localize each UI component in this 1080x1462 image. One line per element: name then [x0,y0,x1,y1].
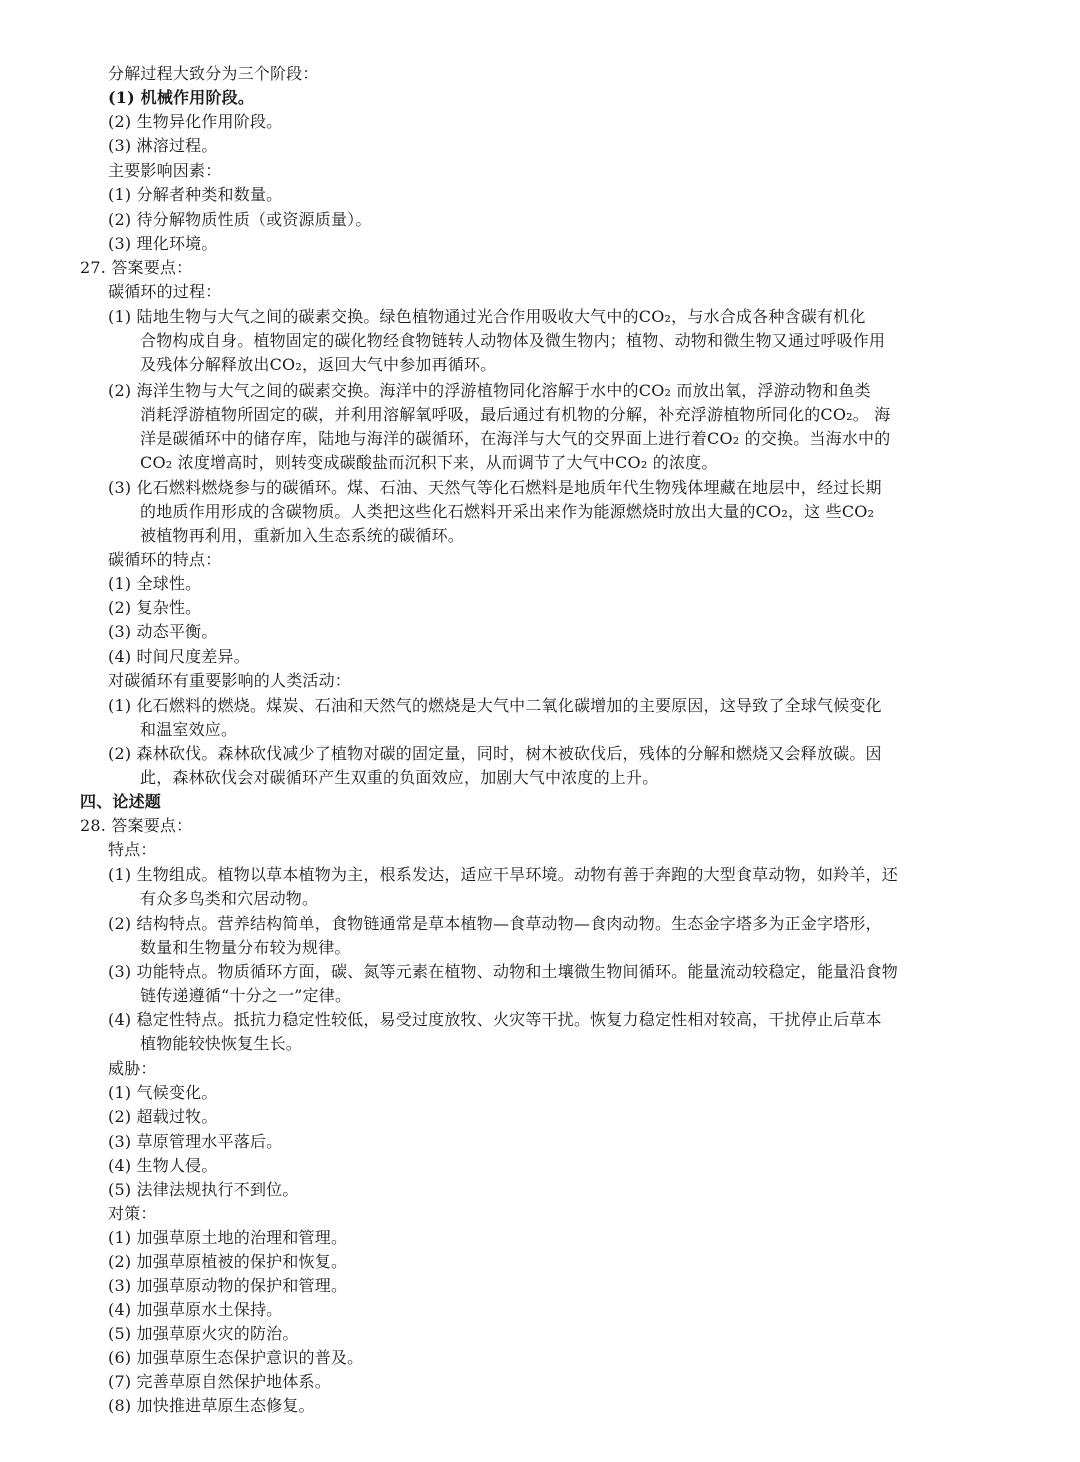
text-line: 及残体分解释放出CO₂，返回大气中参加再循环。 [140,355,497,374]
text-line: 此，森林砍伐会对碳循环产生双重的负面效应，加剧大气中浓度的上升。 [140,768,659,787]
text-line: 被植物再利用，重新加入生态系统的碳循环。 [140,526,465,545]
text-line: (4) 生物人侵。 [108,1156,218,1175]
text-line: (4) 时间尺度差异。 [108,647,250,666]
text-line: (1) 生物组成。植物以草本植物为主，根系发达，适应干旱环境。动物有善于奔跑的大型食草动物，如羚羊，还 [108,865,898,884]
text-line: 有众多鸟类和穴居动物。 [140,889,319,908]
text-line: (2) 生物异化作用阶段。 [108,112,283,131]
text-line: (1) 机械作用阶段。 [108,88,255,107]
text-line: (5) 加强草原火灾的防治。 [108,1324,299,1343]
text-line: (1) 气候变化。 [108,1083,218,1102]
text-line: 对策： [108,1204,157,1223]
text-line: (3) 草原管理水平落后。 [108,1132,283,1151]
text-line: (1) 化石燃料的燃烧。煤炭、石油和天然气的燃烧是大气中二氧化碳增加的主要原因，这导致了全球气候变化 [108,696,882,715]
text-line: (3) 动态平衡。 [108,622,218,641]
text-line: (5) 法律法规执行不到位。 [108,1180,299,1199]
text-line: 特点： [108,840,157,859]
text-line: CO₂ 浓度增高时，则转变成碳酸盐而沉积下来，从而调节了大气中CO₂ 的浓度。 [140,453,718,472]
text-line: (2) 结构特点。营养结构简单，食物链通常是草本植物—食草动物—食肉动物。生态金字塔多为正金字塔形， [108,914,882,933]
section-heading: 四、论述题 [80,792,162,811]
text-line: (3) 理化环境。 [108,234,218,253]
text-line: 碳循环的过程： [108,282,222,301]
text-line: (1) 全球性。 [108,574,202,593]
text-line: (4) 加强草原水土保持。 [108,1300,283,1319]
text-line: (8) 加快推进草原生态修复。 [108,1396,315,1415]
text-line: 对碳循环有重要影响的人类活动： [108,671,352,690]
text-line: (1) 陆地生物与大气之间的碳素交换。绿色植物通过光合作用吸收大气中的CO₂，与水合成各种含碳有机化 [108,307,866,326]
text-line: 合物构成自身。植物固定的碳化物经食物链转人动物体及微生物内；植物、动物和微生物又通过呼吸作用 [140,331,886,350]
text-line: (3) 功能特点。物质循环方面，碳、氮等元素在植物、动物和土壤微生物间循环。能量流动较稳定，能量沿食物 [108,962,898,981]
text-line: (2) 复杂性。 [108,598,202,617]
text-line: (2) 森林砍伐。森林砍伐减少了植物对碳的固定量，同时，树木被砍伐后，残体的分解和燃烧又会释放碳。因 [108,744,882,763]
text-line: 威胁： [108,1059,157,1078]
question-heading: 27. 答案要点： [80,258,193,277]
text-line: (6) 加强草原生态保护意识的普及。 [108,1348,364,1367]
text-line: 洋是碳循环中的储存库，陆地与海洋的碳循环，在海洋与大气的交界面上进行着CO₂ 的交换。当海水中的 [140,429,891,448]
text-line: 数量和生物量分布较为规律。 [140,938,351,957]
text-line: (4) 稳定性特点。抵抗力稳定性较低，易受过度放牧、火灾等干扰。恢复力稳定性相对较高，干扰停止后草本 [108,1010,882,1029]
text-line: 和温室效应。 [140,720,238,739]
text-line: (2) 待分解物质性质（或资源质量）。 [108,210,372,229]
text-line: 碳循环的特点： [108,550,222,569]
text-line: 链传递遵循“十分之一”定律。 [140,986,352,1005]
text-line: (2) 超载过牧。 [108,1107,218,1126]
text-line: 的地质作用形成的含碳物质。人类把这些化石燃料开采出来作为能源燃烧时放出大量的CO₂，这 些CO₂ [140,502,875,521]
text-line: (1) 加强草原土地的治理和管理。 [108,1228,348,1247]
text-line: 分解过程大致分为三个阶段： [108,64,319,83]
text-line: (7) 完善草原自然保护地体系。 [108,1372,331,1391]
text-line: 主要影响因素： [108,161,222,180]
text-line: 消耗浮游植物所固定的碳，并利用溶解氧呼吸，最后通过有机物的分解，补充浮游植物所同化的CO₂。 海 [140,405,891,424]
text-line: (3) 加强草原动物的保护和管理。 [108,1276,348,1295]
question-heading: 28. 答案要点： [80,816,193,835]
text-line: (3) 化石燃料燃烧参与的碳循环。煤、石油、天然气等化石燃料是地质年代生物残体埋藏在地层中，经过长期 [108,478,882,497]
text-line: (2) 海洋生物与大气之间的碳素交换。海洋中的浮游植物同化溶解于水中的CO₂ 而放出氧，浮游动物和鱼类 [108,381,871,400]
text-line: (1) 分解者种类和数量。 [108,185,283,204]
text-line: 植物能较快恢复生长。 [140,1034,303,1053]
text-line: (2) 加强草原植被的保护和恢复。 [108,1252,348,1271]
text-line: (3) 淋溶过程。 [108,136,218,155]
